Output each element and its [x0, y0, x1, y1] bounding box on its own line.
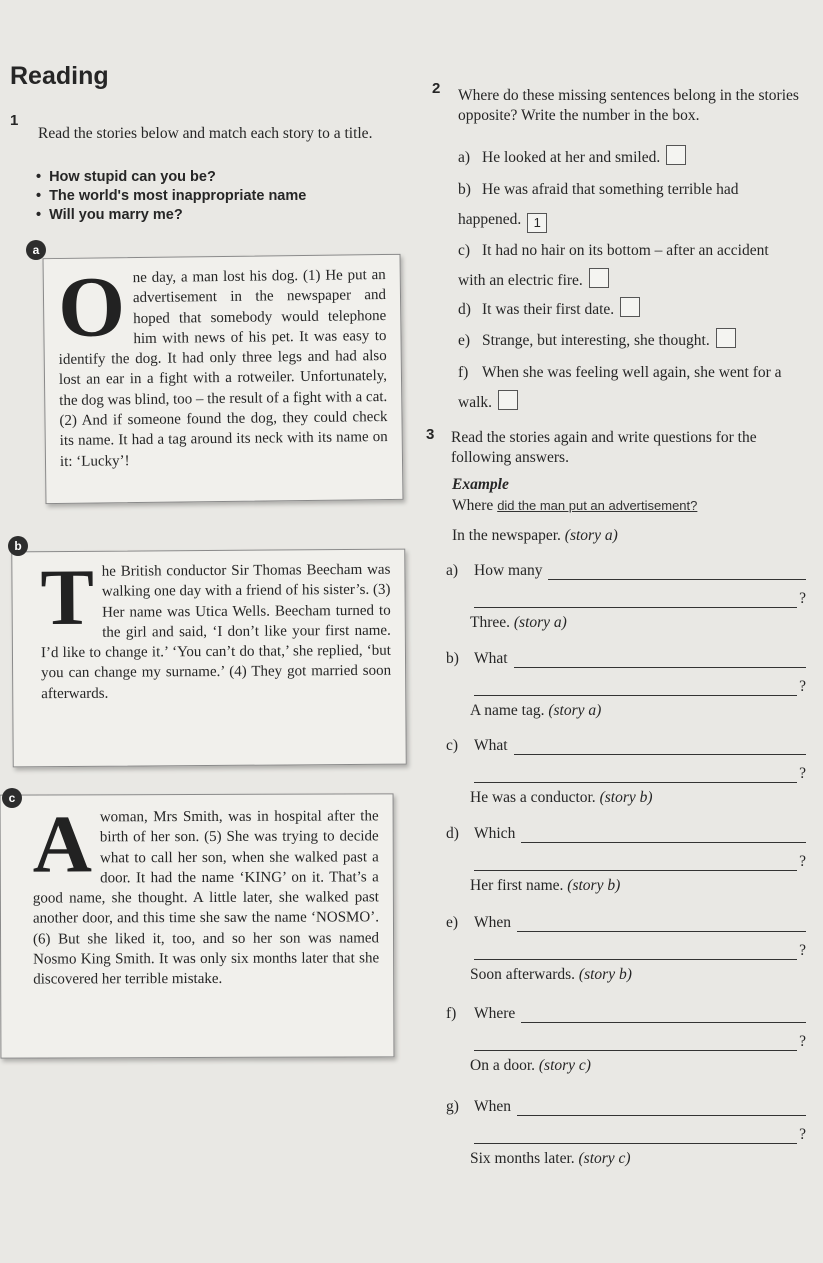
q2-option-b: b) He was afraid that something terrible had happened. 1 [458, 175, 798, 235]
q3-instructions: Read the stories again and write questions for the following answers. [451, 429, 757, 466]
answer-box[interactable]: 1 [527, 213, 547, 233]
q2-number: 2 [432, 80, 441, 97]
story-b-badge: b [8, 536, 28, 556]
q3-question-f: f) Where ? On a door. (story c) [446, 1005, 806, 1074]
answer-line[interactable] [474, 1129, 797, 1144]
q3-question-c: c) What ? He was a conductor. (story b) [446, 737, 806, 806]
q2-option-e: e) Strange, but interesting, she thought. [458, 328, 736, 351]
story-a-box [43, 254, 404, 504]
page-title: Reading [10, 62, 109, 90]
answer-box[interactable] [620, 297, 640, 317]
list-item: • Will you marry me? [36, 206, 306, 225]
story-b-dropcap: T [40, 553, 95, 643]
answer-line[interactable] [514, 740, 806, 755]
q3-number: 3 [426, 426, 435, 443]
q2-instructions: Where do these missing sentences belong in the stories opposite? Write the number in the box. [458, 87, 799, 124]
q3-question-d: d) Which ? Her first name. (story b) [446, 825, 806, 894]
q2-option-c: c) It had no hair on its bottom – after an accident with an electric fire. [458, 242, 769, 289]
q3-question-e: e) When ? Soon afterwards. (story b) [446, 914, 806, 983]
answer-line[interactable] [474, 1036, 797, 1051]
example-handwriting: did the man put an advertisement? [497, 498, 698, 513]
q1-title-list [36, 168, 306, 225]
q2-option-f: f) When she was feeling well again, she went for a walk. [458, 364, 782, 411]
q2-option-d: d) It was their first date. [458, 297, 640, 320]
story-c-badge: c [2, 788, 22, 808]
answer-line[interactable] [474, 856, 797, 871]
story-c-text: woman, Mrs Smith, was in hospital after the birth of her son. (5) She was trying to decide what to call her son, when she walked past a door. It had the name ‘KING’ on it. That’s a good name, she thought. A little later, she walked past another door, and this time she saw the name ‘NOSMO’. (6) But she liked it, too, and so her son was named Nosmo King Smith. It was only six months later that she discovered her terrible mistake. [32, 808, 380, 988]
q3-question-b: b) What ? A name tag. (story a) [446, 650, 806, 719]
answer-line[interactable] [474, 681, 797, 696]
example-label: Example [452, 476, 509, 493]
list-item: • The world's most inappropriate name [36, 187, 306, 206]
answer-line[interactable] [517, 1101, 806, 1116]
answer-box[interactable] [589, 268, 609, 288]
q1-instructions: Read the stories below and match each story to a title. [38, 125, 373, 142]
answer-line[interactable] [517, 917, 806, 932]
answer-line[interactable] [514, 653, 806, 668]
q3-question-g: g) When ? Six months later. (story c) [446, 1098, 806, 1167]
q1-number: 1 [10, 112, 19, 129]
story-c-dropcap: A [32, 798, 93, 890]
answer-line[interactable] [474, 593, 797, 608]
story-b-text: he British conductor Sir Thomas Beecham was walking one day with a friend of his sister’s. (3) Her name was Utica Wells. Beecham turned to the girl and said, ‘I don’t like your first name. I’d like to change it.’ ‘You can’t do that,’ she replied, ‘but you can change my surname.’ (4) They got married soon afterwards. [40, 561, 392, 702]
answer-line[interactable] [521, 828, 806, 843]
q3-question-a: a) How many ? Three. (story a) [446, 562, 806, 631]
answer-line[interactable] [521, 1008, 806, 1023]
story-c-box [0, 793, 394, 1058]
story-a-badge: a [26, 240, 46, 260]
story-a-dropcap: O [57, 258, 126, 356]
answer-line[interactable] [474, 768, 797, 783]
example-answer: In the newspaper. (story a) [452, 527, 618, 544]
list-item: • How stupid can you be? [36, 168, 306, 187]
story-b-box [11, 549, 406, 768]
answer-box[interactable] [716, 328, 736, 348]
answer-box[interactable] [498, 390, 518, 410]
answer-box[interactable] [666, 145, 686, 165]
q2-option-a: a) He looked at her and smiled. [458, 145, 686, 168]
example-question: Where did the man put an advertisement? [452, 497, 698, 514]
answer-line[interactable] [548, 565, 806, 580]
story-a-text: ne day, a man lost his dog. (1) He put an advertisement in the newspaper and hoped that somebody would telephone him with news of his pet. It was easy to identify the dog. It had only three legs and had also lost an ear in a fight with a rotweiler. Unfortunately, the dog was blind, too – the result of a fight with a cat. (2) And if someone found the dog, they could check its name. It had a tag around its neck with its name on it: ‘Lucky’! [58, 267, 388, 470]
answer-line[interactable] [474, 945, 797, 960]
